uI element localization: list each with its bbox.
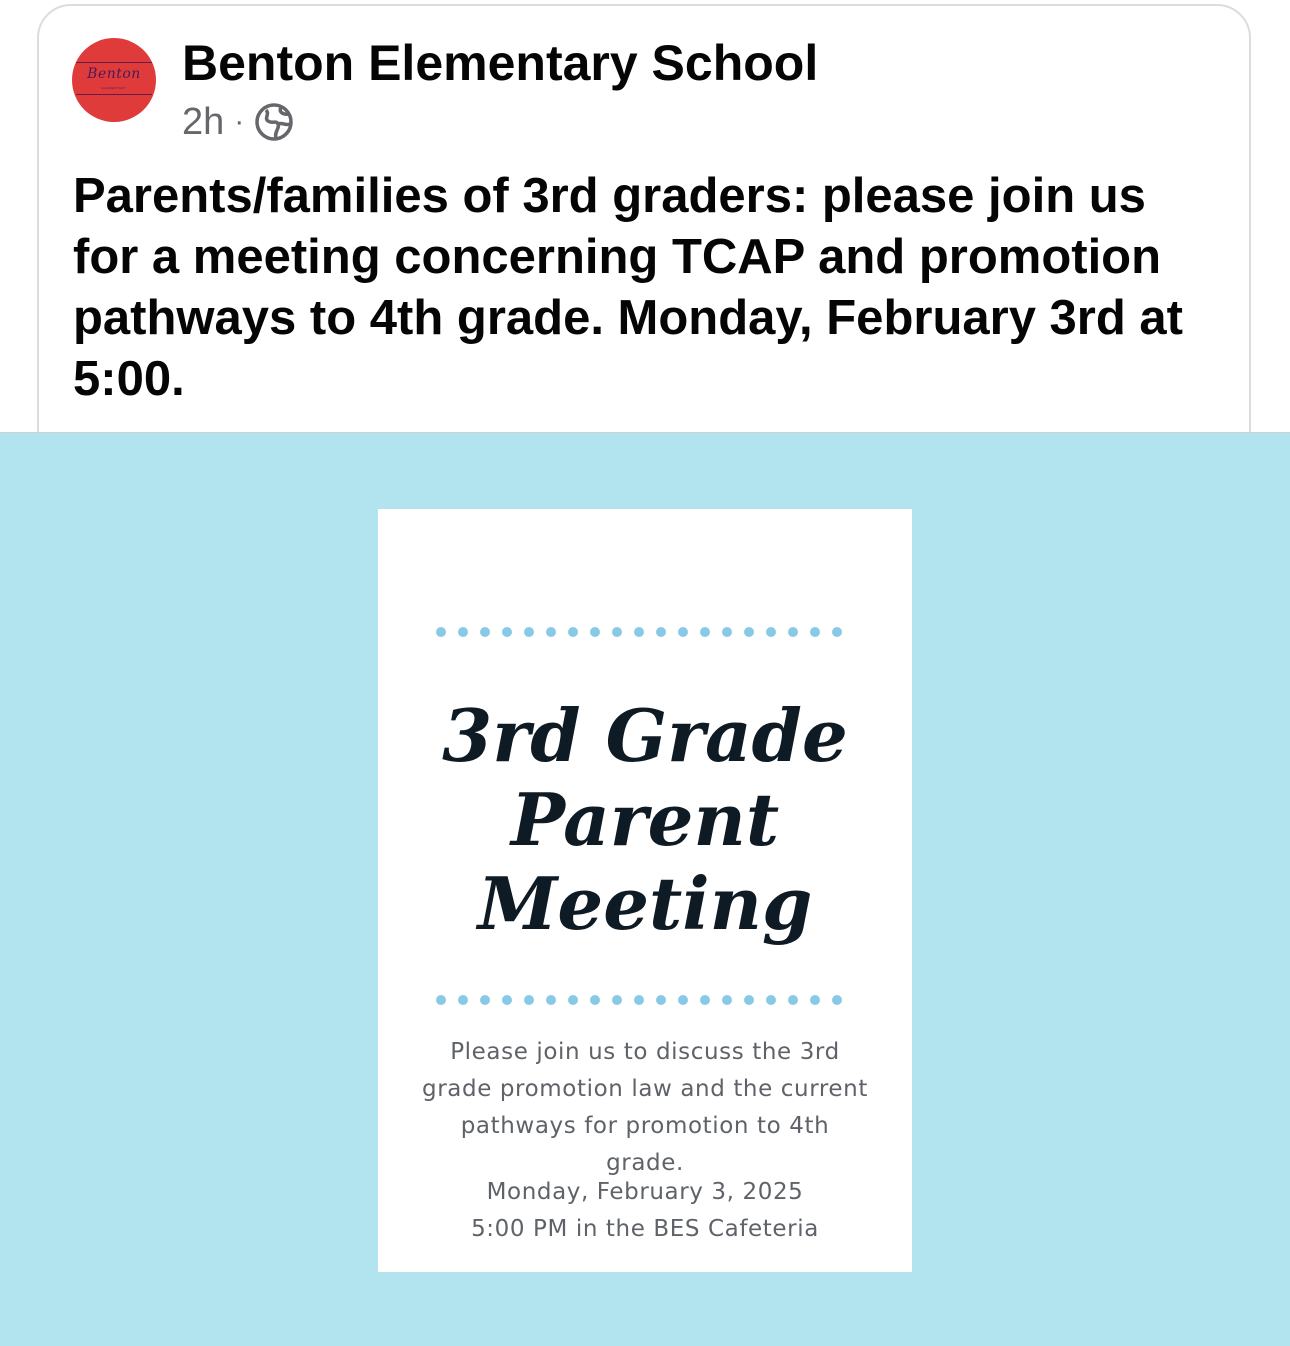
flyer-description: Please join us to discuss the 3rd grade promotion law and the current pathways for promotion to 4th grade. — [422, 1039, 868, 1176]
logo-line-top — [76, 62, 152, 63]
flyer-date-block — [400, 1174, 890, 1248]
meta-separator: · — [234, 105, 245, 138]
logo-line-bottom — [76, 94, 152, 95]
dotted-divider-top — [436, 625, 842, 639]
avatar[interactable] — [72, 38, 156, 122]
post-meta — [182, 99, 294, 145]
page-name-link[interactable]: Benton Elementary School — [182, 35, 819, 91]
post-timestamp[interactable]: 2h — [182, 100, 225, 143]
flyer-title-line-2: Parent — [510, 777, 780, 862]
globe-icon[interactable] — [254, 102, 294, 142]
post-text: Parents/families of 3rd graders: please join us for a meeting concerning TCAP and promotion pathways to 4th grade. Monday, February 3rd at 5:00. — [73, 169, 1183, 406]
avatar-logo-text: Benton — [87, 66, 141, 82]
avatar-logo-subtext: ELEMENTARY — [101, 86, 127, 90]
flyer-time-place: 5:00 PM in the BES Cafeteria — [471, 1216, 819, 1242]
flyer-title-line-1: 3rd Grade — [442, 693, 848, 778]
flyer-title-line-3: Meeting — [477, 861, 813, 946]
flyer-date: Monday, February 3, 2025 — [486, 1179, 804, 1205]
flyer-title — [378, 694, 912, 946]
dotted-divider-bottom — [436, 993, 842, 1007]
